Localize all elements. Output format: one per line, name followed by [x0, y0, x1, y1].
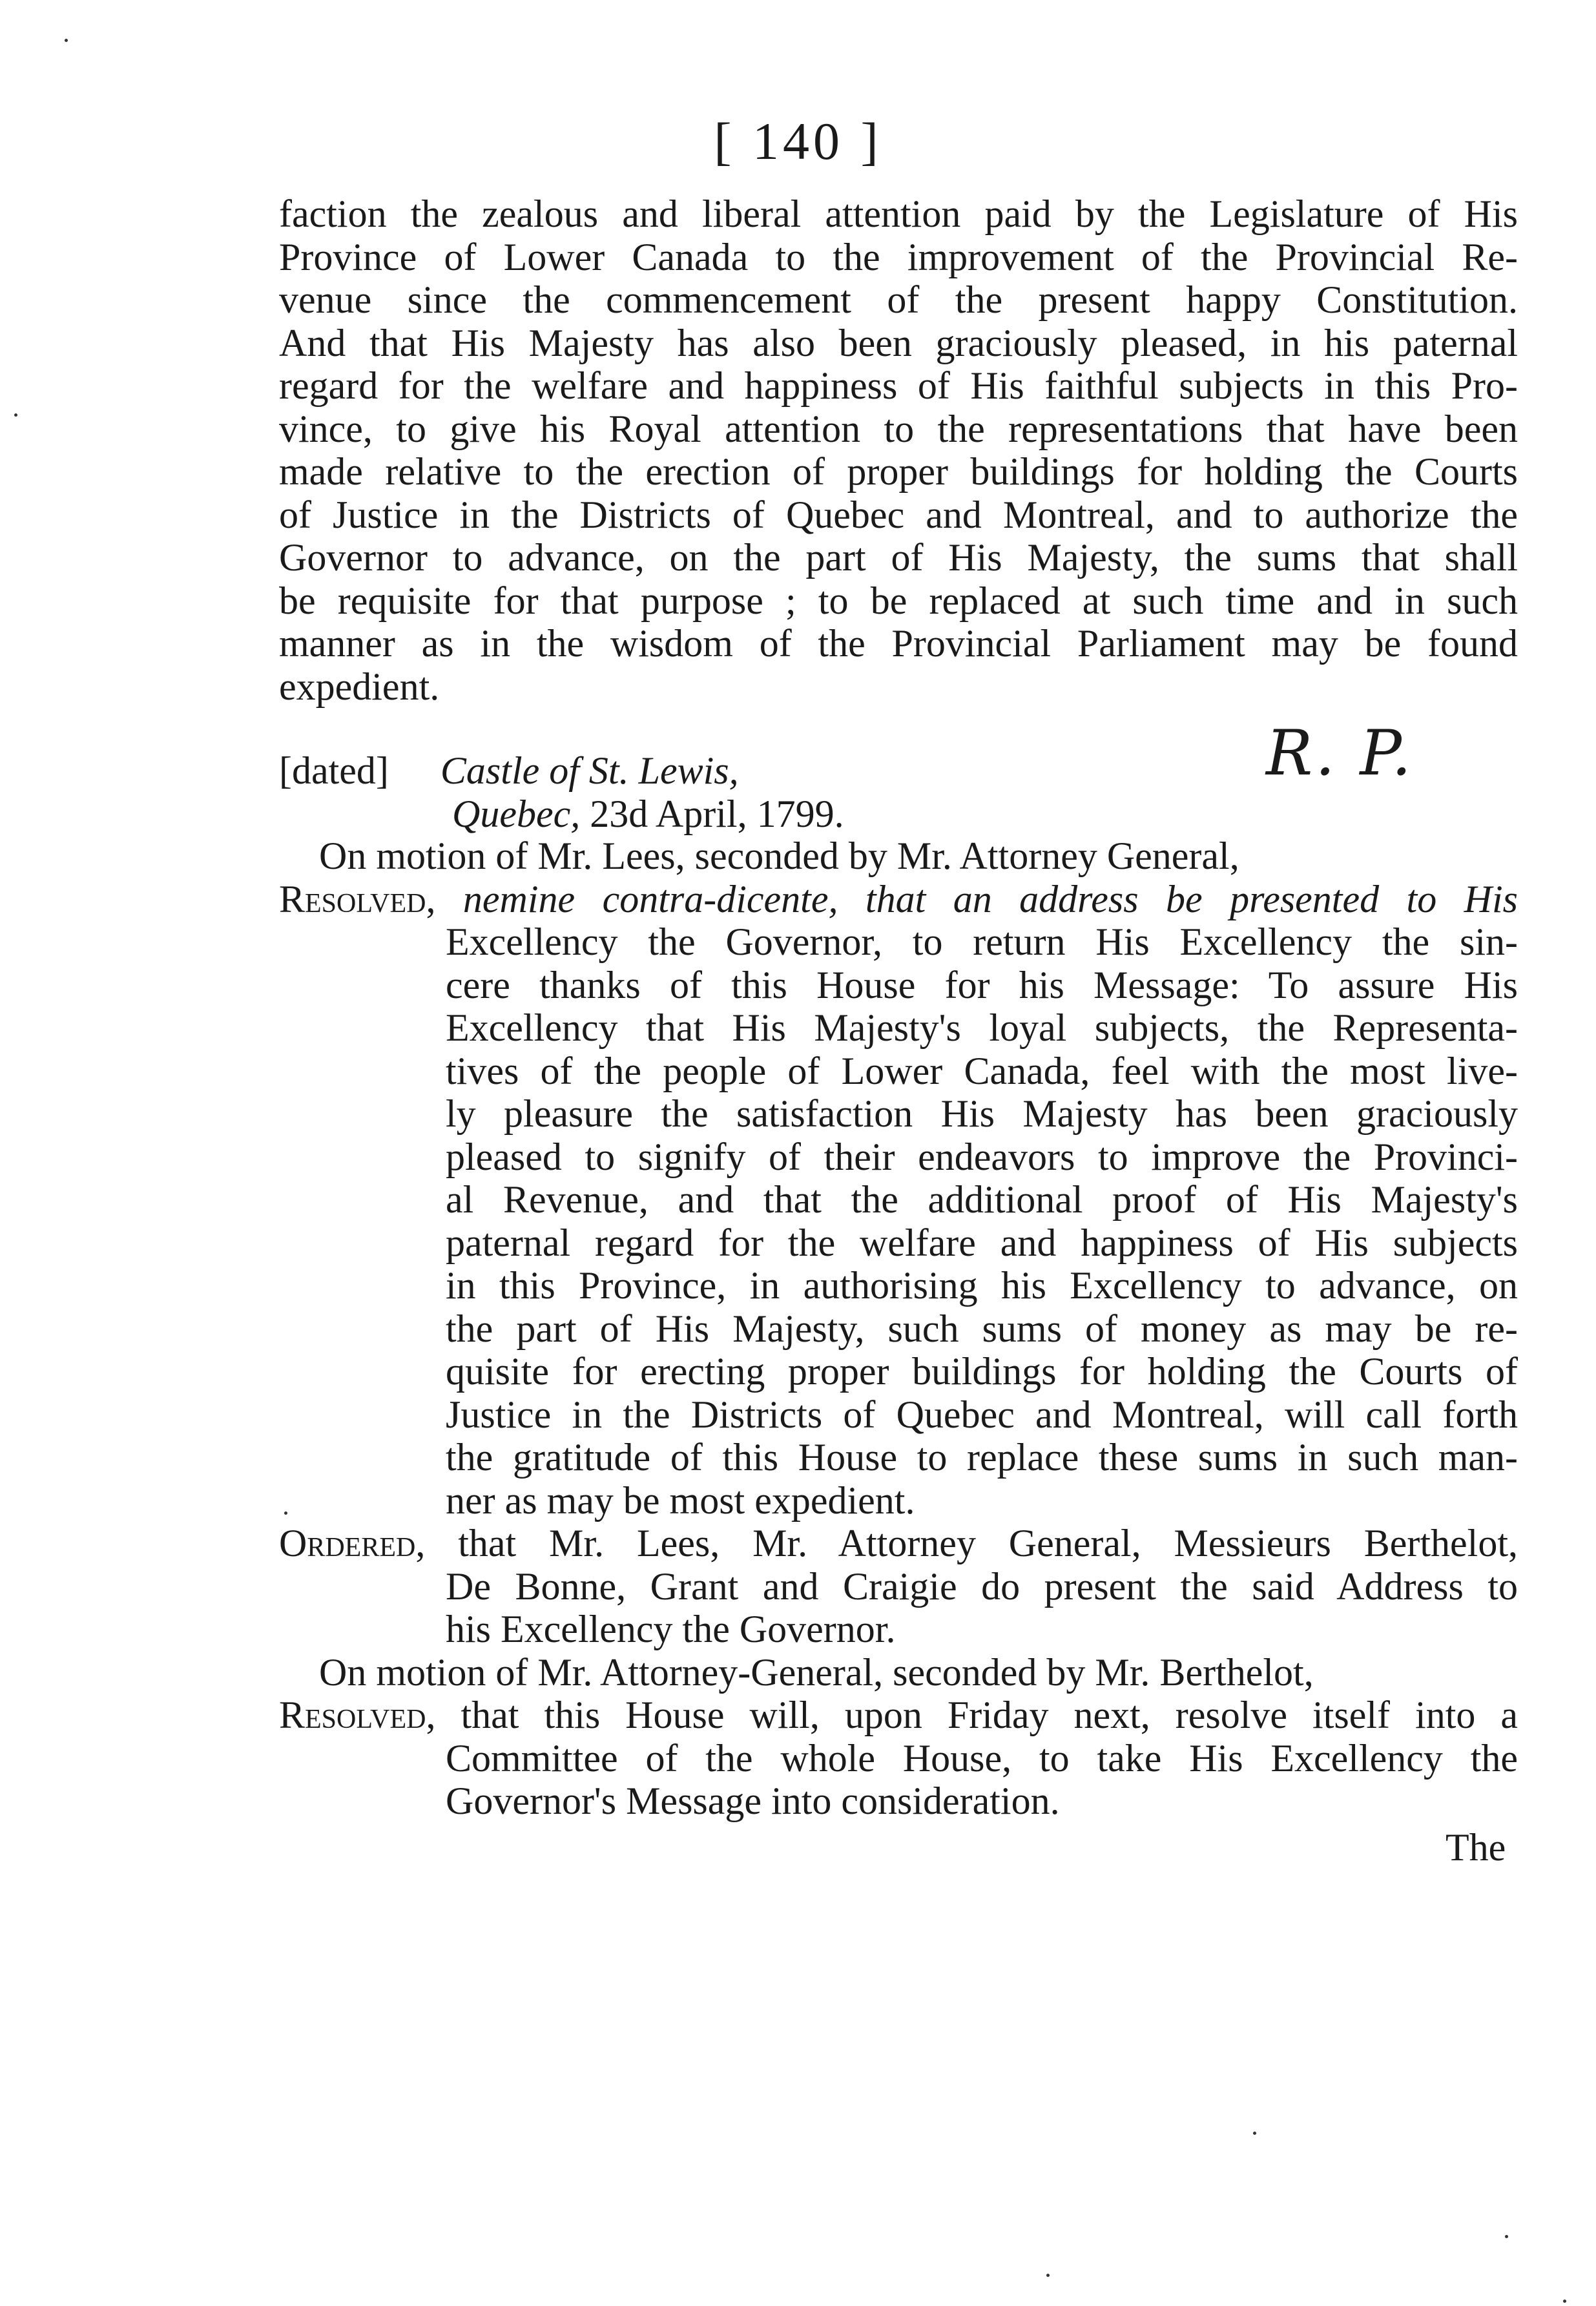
resolved-line: pleased to signify of their endeavors to improve the Provinci-	[446, 1135, 1518, 1178]
signature-initials: R. P.	[1266, 717, 1414, 789]
resolved-line: ner as may be most expedient.	[446, 1479, 915, 1522]
paper-speck	[65, 39, 68, 42]
paper-speck	[14, 413, 17, 417]
catchword: The	[1446, 1826, 1506, 1869]
message-line: be requisite for that purpose ; to be replaced at such time and in such	[279, 579, 1518, 622]
paper-speck	[1046, 2274, 1050, 2277]
message-line: Province of Lower Canada to the improvement of the Provincial Re-	[279, 235, 1518, 278]
resolved-body	[279, 920, 1518, 1522]
resolved-line: Committee of the whole House, to take His Excellency the	[446, 1736, 1518, 1780]
message-line: faction the zealous and liberal attention paid by the Legislature of His	[279, 192, 1518, 235]
dated-label: [dated]	[279, 749, 389, 792]
ordered-line: that Mr. Lees, Mr. Attorney General, Messieurs Berthelot,	[458, 1522, 1518, 1564]
resolved-line: Excellency the Governor, to return His Excellency the sin-	[446, 920, 1518, 963]
resolved-line: the part of His Majesty, such sums of money as may be re-	[446, 1307, 1518, 1350]
dated-city: Quebec,	[452, 792, 581, 835]
message-line: And that His Majesty has also been graciously pleased, in his paternal	[279, 321, 1518, 364]
message-line: regard for the welfare and happiness of His faithful subjects in this Pro-	[279, 364, 1518, 407]
resolution-block	[279, 835, 1518, 1823]
message-text	[279, 192, 1518, 708]
message-line: vince, to give his Royal attention to the representations that have been	[279, 407, 1518, 450]
message-line: made relative to the erection of proper buildings for holding the Courts	[279, 450, 1518, 493]
resolved-line: in this Province, in authorising his Excellency to advance, on	[446, 1264, 1518, 1307]
resolved-line: nemine contra-dicente, that an address be presented to His	[462, 877, 1518, 920]
resolved-line: paternal regard for the welfare and happiness of His subjects	[446, 1221, 1518, 1264]
paper-speck	[284, 1511, 287, 1515]
resolved-line: cere thanks of this House for his Message: To assure His	[446, 963, 1518, 1006]
motion-line: On motion of Mr. Attorney-General, seconded by Mr. Berthelot,	[319, 1650, 1314, 1694]
resolved-line: ly pleasure the satisfaction His Majesty has been graciously	[446, 1092, 1518, 1135]
dated-place: Castle of St. Lewis,	[440, 749, 739, 792]
message-line: expedient.	[279, 665, 440, 708]
resolved-line: Justice in the Districts of Quebec and Montreal, will call forth	[446, 1393, 1518, 1436]
resolved-line: the gratitude of this House to replace these sums in such man-	[446, 1436, 1518, 1479]
resolved-line: Excellency that His Majesty's loyal subjects, the Representa-	[446, 1006, 1518, 1049]
ordered-first-line	[279, 1522, 1518, 1565]
message-line: of Justice in the Districts of Quebec and Montreal, and to authorize the	[279, 493, 1518, 536]
message-line: Governor to advance, on the part of His Majesty, the sums that shall	[279, 536, 1518, 579]
resolved-line: tives of the people of Lower Canada, feel with the most live-	[446, 1049, 1518, 1092]
resolved-label: Resolved,	[279, 1694, 436, 1736]
page-number: [ 140 ]	[714, 112, 882, 171]
paper-speck	[1253, 2132, 1256, 2135]
dated-date: 23d April, 1799.	[590, 792, 844, 835]
resolved-line: al Revenue, and that the additional proof of His Majesty's	[446, 1178, 1518, 1221]
dateline	[279, 749, 844, 835]
ordered-line: his Excellency the Governor.	[446, 1608, 896, 1650]
ordered-body	[279, 1565, 1518, 1651]
resolved-label: Resolved,	[279, 877, 436, 920]
motion-line: On motion of Mr. Lees, seconded by Mr. Attorney General,	[319, 835, 1239, 877]
resolved-body	[279, 1737, 1518, 1823]
ordered-label: Ordered,	[279, 1522, 426, 1564]
resolved-line: Governor's Message into consideration.	[446, 1780, 1060, 1822]
resolved-line: quisite for erecting proper buildings for holding the Courts of	[446, 1350, 1518, 1393]
paper-speck	[1563, 2300, 1566, 2303]
message-line: venue since the commencement of the present happy Constitution.	[279, 278, 1518, 321]
resolved-line: that this House will, upon Friday next, resolve itself into a	[461, 1694, 1518, 1736]
paper-speck	[1505, 2235, 1508, 2238]
ordered-line: De Bonne, Grant and Craigie do present the said Address to	[446, 1564, 1518, 1608]
message-line: manner as in the wisdom of the Provincial Parliament may be found	[279, 622, 1518, 665]
